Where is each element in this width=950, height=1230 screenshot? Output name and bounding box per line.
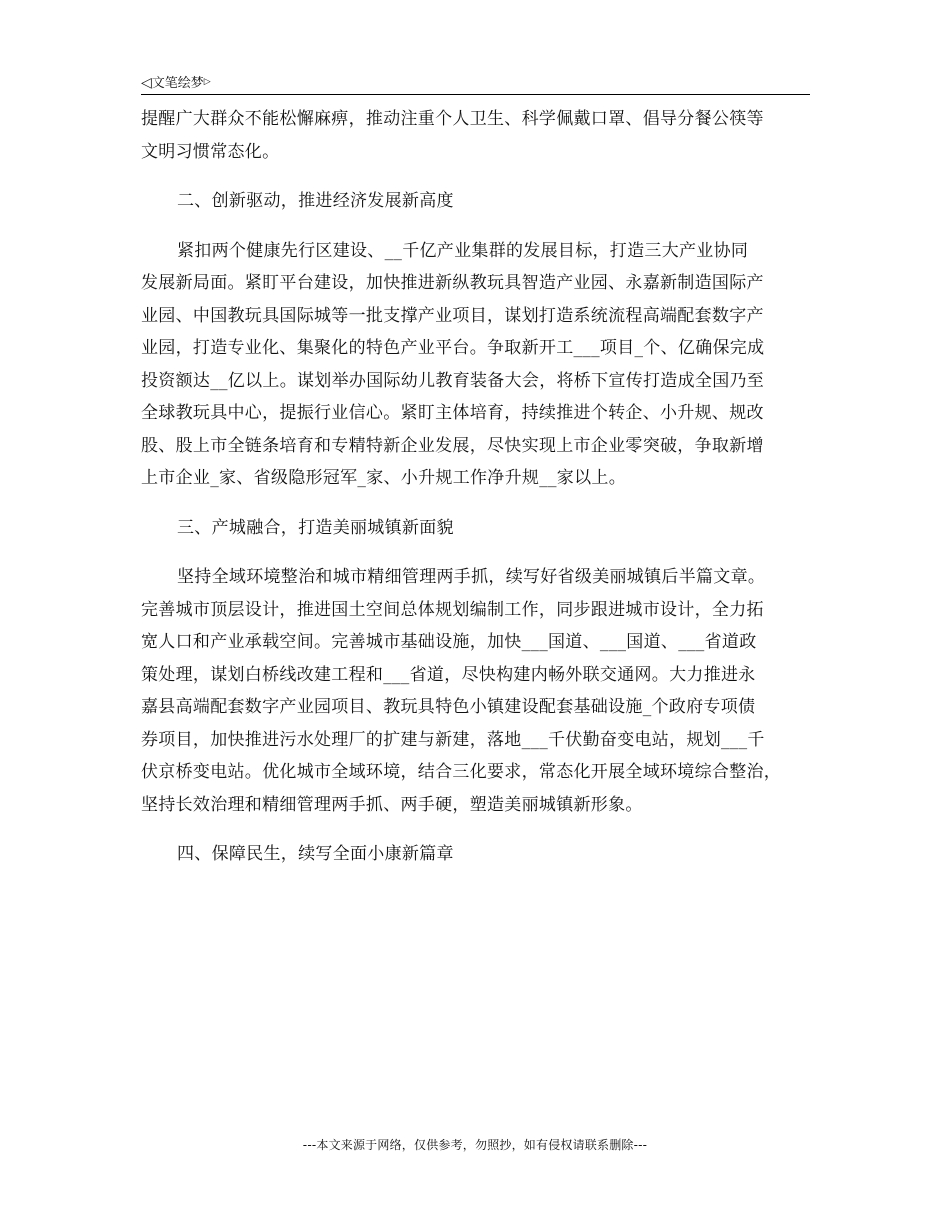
text-line: 券项目，加快推进污水处理厂的扩建与新建，落地___千伏勤奋变电站，规划___千 (141, 729, 765, 750)
heading-text: 三、产城融合，打造美丽城镇新面貌 (177, 517, 454, 538)
heading-text: 四、保障民生，续写全面小康新篇章 (177, 844, 454, 864)
heading-text: 二、创新驱动，推进经济发展新高度 (177, 191, 454, 211)
text-line: 业园，打造专业化、集聚化的特色产业平台。争取新开工___项目_个、亿确保完成 (141, 338, 765, 358)
document-body (141, 103, 811, 871)
text-line: 投资额达__亿以上。谋划举办国际幼儿教育装备大会，将桥下宣传打造成全国乃至 (141, 370, 765, 391)
text-line: 文明习惯常态化。 (141, 141, 280, 162)
text-line: 策处理，谋划白桥线改建工程和___省道，尽快构建内畅外联交通网。大力推进永 (141, 664, 756, 685)
text-line: 上市企业_家、省级隐形冠军_家、小升规工作净升规__家以上。 (141, 468, 626, 488)
left-triangle-icon: ◁ (141, 75, 152, 91)
text-line: 嘉县高端配套数字产业园项目、教玩具特色小镇建设配套基础设施_个政府专项债 (141, 697, 756, 717)
text-line: 宽人口和产业承载空间。完善城市基础设施，加快___国道、___国道、___省道政 (141, 632, 757, 652)
footer-disclaimer: ---本文来源于网络，仅供参考，勿照抄，如有侵权请联系删除--- (302, 1138, 648, 1152)
text-line: 坚持全域环境整治和城市精细管理两手抓，续写好省级美丽城镇后半篇文章。 (177, 567, 766, 587)
header-title: 文笔绘梦 (151, 76, 204, 91)
text-line: 业园、中国教玩具国际城等一批支撑产业项目，谋划打造系统流程高端配套数字产 (141, 305, 764, 326)
text-line: 坚持长效治理和精细管理两手抓、两手硬，塑造美丽城镇新形象。 (141, 794, 643, 815)
text-line: 紧扣两个健康先行区建设、__千亿产业集群的发展目标，打造三大产业协同 (177, 240, 749, 261)
page-header (141, 72, 810, 95)
section-heading-3 (141, 512, 811, 545)
text-line: 完善城市顶层设计，推进国土空间总体规划编制工作，同步跟进城市设计，全力拓 (141, 599, 764, 620)
text-line: 提醒广大群众不能松懈麻痹，推动注重个人卫生、科学佩戴口罩、倡导分餐公筷等 (141, 109, 764, 129)
paragraph-economy (141, 235, 811, 495)
right-triangle-icon: ▷ (203, 77, 211, 87)
paragraph-urban (141, 561, 811, 821)
section-heading-4 (141, 838, 811, 871)
text-line: 股、股上市全链条培育和专精特新企业发展，尽快实现上市企业零突破，争取新增 (141, 435, 764, 456)
text-line: 伏京桥变电站。优化城市全域环境，结合三化要求，常态化开展全域环境综合整治， (141, 762, 782, 782)
text-line: 发展新局面。紧盯平台建设，加快推进新纵教玩具智造产业园、永嘉新制造国际产 (141, 273, 764, 293)
section-heading-2 (141, 185, 811, 218)
paragraph-continuation (141, 103, 811, 168)
text-line: 全球教玩具中心，提振行业信心。紧盯主体培育，持续推进个转企、小升规、规改 (141, 403, 764, 423)
